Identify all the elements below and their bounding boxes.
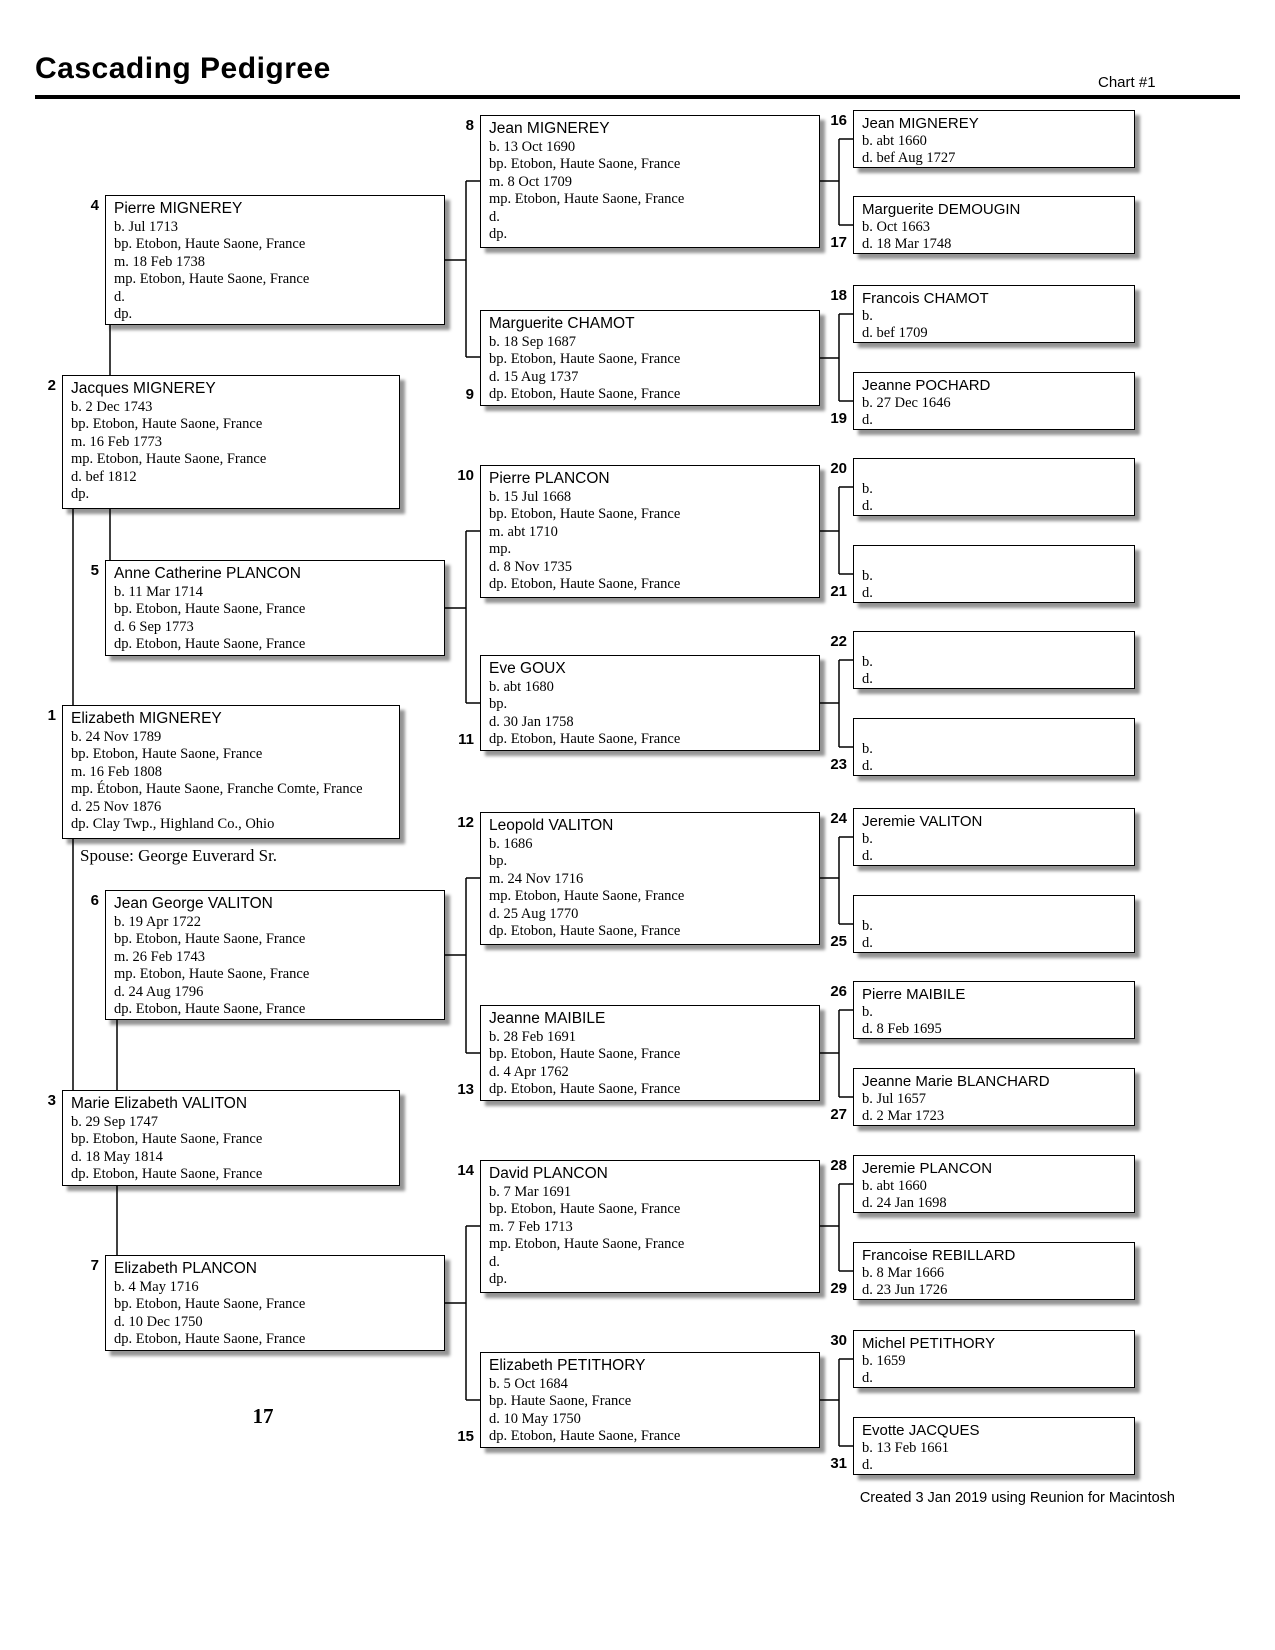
person-name: Jean MIGNEREY [862, 115, 979, 132]
person-detail-line: d. 10 May 1750 [489, 1410, 581, 1427]
person-box-26 [853, 981, 1135, 1039]
person-number: 7 [90, 1257, 99, 1274]
person-detail-line: d. [862, 1457, 873, 1473]
person-detail-line: b. 1686 [489, 836, 533, 852]
person-box-8 [480, 115, 820, 248]
person-detail-line: d. [489, 1253, 500, 1270]
page-title: Cascading Pedigree [35, 52, 331, 85]
person-name: Elizabeth MIGNEREY [71, 710, 222, 727]
person-name: Elizabeth PETITHORY [489, 1357, 646, 1374]
person-detail-line: d. 25 Aug 1770 [489, 905, 579, 922]
person-detail-line: d. 2 Mar 1723 [862, 1108, 945, 1124]
person-box-11 [480, 655, 820, 751]
person-detail-line: bp. Etobon, Haute Saone, France [71, 746, 263, 763]
person-detail-line: bp. Haute Saone, France [489, 1393, 632, 1410]
person-detail-line: m. 18 Feb 1738 [114, 253, 206, 270]
person-details [862, 1265, 1126, 1299]
person-detail-line: b. 15 Jul 1668 [489, 489, 572, 505]
person-number: 6 [90, 892, 99, 909]
person-detail-line: bp. Etobon, Haute Saone, France [114, 236, 306, 253]
person-detail-line: d. [489, 208, 500, 225]
person-detail-line: dp. Etobon, Haute Saone, France [489, 1081, 681, 1098]
person-number: 19 [830, 410, 847, 427]
person-detail-line: dp. Etobon, Haute Saone, France [71, 1166, 263, 1183]
person-box-27 [853, 1068, 1135, 1126]
person-detail-line: b. abt 1680 [489, 679, 554, 695]
person-box-20 [853, 458, 1135, 516]
person-box-5 [105, 560, 445, 656]
person-number: 3 [47, 1092, 56, 1109]
person-details [862, 308, 1126, 342]
person-details [862, 1440, 1126, 1474]
person-number: 24 [830, 810, 847, 827]
person-box-15 [480, 1352, 820, 1448]
person-number: 1 [47, 707, 56, 724]
person-number: 27 [830, 1106, 847, 1123]
footer-credit: Created 3 Jan 2019 using Reunion for Macintosh [859, 1490, 1175, 1506]
person-number: 29 [830, 1280, 847, 1297]
person-details [862, 831, 1126, 865]
person-detail-line: mp. Etobon, Haute Saone, France [489, 191, 685, 208]
person-number: 10 [457, 467, 474, 484]
person-detail-line: dp. [71, 486, 90, 503]
person-detail-line: bp. Etobon, Haute Saone, France [114, 1296, 306, 1313]
person-detail-line: dp. Etobon, Haute Saone, France [114, 1331, 306, 1348]
person-detail-line: mp. Etobon, Haute Saone, France [114, 271, 310, 288]
person-detail-line: b. 27 Dec 1646 [862, 395, 951, 411]
person-detail-line: b. Jul 1713 [114, 219, 179, 235]
person-detail-line: d. [862, 498, 873, 514]
person-number: 20 [830, 460, 847, 477]
person-name: Pierre MAIBILE [862, 986, 966, 1003]
person-detail-line: mp. [489, 541, 512, 558]
person-box-1 [62, 705, 400, 839]
person-detail-line: b. [862, 481, 873, 497]
person-box-24 [853, 808, 1135, 866]
person-name: David PLANCON [489, 1165, 608, 1182]
person-name: Jean MIGNEREY [489, 120, 610, 137]
person-detail-line: dp. Etobon, Haute Saone, France [489, 923, 681, 940]
person-number: 12 [457, 814, 474, 831]
person-number: 23 [830, 756, 847, 773]
person-detail-line: d. 10 Dec 1750 [114, 1313, 203, 1330]
person-detail-line: dp. Etobon, Haute Saone, France [489, 731, 681, 748]
person-detail-line: m. 16 Feb 1808 [71, 763, 163, 780]
person-detail-line: mp. Etobon, Haute Saone, France [489, 1236, 685, 1253]
person-detail-line: b. abt 1660 [862, 133, 927, 149]
person-details [862, 1004, 1126, 1038]
person-detail-line: b. 29 Sep 1747 [71, 1114, 158, 1130]
person-detail-line: mp. Étobon, Haute Saone, Franche Comte, France [71, 781, 363, 798]
person-detail-line: d. bef Aug 1727 [862, 150, 956, 166]
person-name [862, 462, 1126, 481]
person-details [862, 1091, 1126, 1125]
person-detail-line: dp. Etobon, Haute Saone, France [114, 1001, 306, 1018]
person-name: Michel PETITHORY [862, 1335, 996, 1352]
person-name: Jeremie VALITON [862, 813, 983, 830]
person-details [862, 481, 1126, 515]
person-name: Marguerite CHAMOT [489, 315, 635, 332]
person-detail-line: b. [862, 831, 873, 847]
person-name: Jeremie PLANCON [862, 1160, 993, 1177]
person-detail-line: b. 18 Sep 1687 [489, 334, 576, 350]
person-details [71, 1114, 391, 1184]
person-detail-line: d. 15 Aug 1737 [489, 368, 579, 385]
chart-number: Chart #1 [1098, 74, 1156, 91]
person-detail-line: bp. Etobon, Haute Saone, France [489, 156, 681, 173]
person-detail-line: bp. Etobon, Haute Saone, France [489, 1201, 681, 1218]
person-details [489, 1184, 811, 1288]
person-box-3 [62, 1090, 400, 1186]
person-details [489, 836, 811, 940]
person-box-29 [853, 1242, 1135, 1300]
person-number: 11 [458, 731, 474, 748]
person-box-4 [105, 195, 445, 325]
person-box-16 [853, 110, 1135, 168]
person-detail-line: bp. [489, 853, 508, 870]
person-name [862, 549, 1126, 568]
person-name: Pierre MIGNEREY [114, 200, 243, 217]
person-details [489, 679, 811, 749]
person-detail-line: b. [862, 918, 873, 934]
person-detail-line: mp. Etobon, Haute Saone, France [71, 451, 267, 468]
person-number: 21 [830, 583, 847, 600]
person-details [114, 219, 436, 323]
person-detail-line: bp. Etobon, Haute Saone, France [489, 506, 681, 523]
person-box-19 [853, 372, 1135, 430]
person-number: 15 [457, 1428, 474, 1445]
person-detail-line: b. 13 Oct 1690 [489, 139, 576, 155]
person-detail-line: d. 23 Jun 1726 [862, 1282, 948, 1298]
person-name: Eve GOUX [489, 660, 566, 677]
person-box-7 [105, 1255, 445, 1351]
person-box-13 [480, 1005, 820, 1101]
person-name: Jeanne Marie BLANCHARD [862, 1073, 1050, 1090]
person-detail-line: d. [862, 585, 873, 601]
person-detail-line: d. [862, 935, 873, 951]
person-number: 25 [830, 933, 847, 950]
person-details [862, 395, 1126, 429]
person-details [862, 741, 1126, 775]
person-details [862, 1353, 1126, 1387]
person-box-2 [62, 375, 400, 509]
person-name: Jean George VALITON [114, 895, 273, 912]
person-detail-line: dp. Etobon, Haute Saone, France [489, 386, 681, 403]
person-number: 2 [47, 377, 56, 394]
person-detail-line: dp. [489, 226, 508, 243]
person-details [489, 334, 811, 404]
person-detail-line: d. 25 Nov 1876 [71, 798, 162, 815]
person-detail-line: m. abt 1710 [489, 523, 558, 540]
person-detail-line: d. 4 Apr 1762 [489, 1063, 569, 1080]
person-detail-line: bp. [489, 696, 508, 713]
person-detail-line: d. [862, 671, 873, 687]
person-detail-line: b. 19 Apr 1722 [114, 914, 201, 930]
person-detail-line: d. [862, 1370, 873, 1386]
person-box-18 [853, 285, 1135, 343]
person-detail-line: d. 18 May 1814 [71, 1148, 163, 1165]
person-name: Marie Elizabeth VALITON [71, 1095, 248, 1112]
person-detail-line: d. 6 Sep 1773 [114, 618, 194, 635]
person-detail-line: b. 13 Feb 1661 [862, 1440, 949, 1456]
person-detail-line: dp. [114, 306, 133, 323]
person-number: 13 [457, 1081, 474, 1098]
person-details [862, 219, 1126, 253]
person-detail-line: bp. Etobon, Haute Saone, France [71, 416, 263, 433]
person-detail-line: mp. Etobon, Haute Saone, France [489, 888, 685, 905]
person-number: 18 [830, 287, 847, 304]
person-details [489, 1029, 811, 1099]
person-name [862, 722, 1126, 741]
person-name: Elizabeth PLANCON [114, 1260, 258, 1277]
person-box-23 [853, 718, 1135, 776]
person-number: 16 [830, 112, 847, 129]
person-name: Evotte JACQUES [862, 1422, 980, 1439]
person-name: Leopold VALITON [489, 817, 614, 834]
person-details [114, 914, 436, 1018]
person-number: 9 [465, 386, 474, 403]
person-detail-line: m. 7 Feb 1713 [489, 1218, 573, 1235]
person-detail-line: bp. Etobon, Haute Saone, France [114, 601, 306, 618]
person-details [114, 584, 436, 654]
person-detail-line: dp. Clay Twp., Highland Co., Ohio [71, 816, 275, 833]
person-detail-line: b. 1659 [862, 1353, 906, 1369]
person-name: Marguerite DEMOUGIN [862, 201, 1021, 218]
person-box-17 [853, 196, 1135, 254]
person-number: 4 [90, 197, 99, 214]
person-box-10 [480, 465, 820, 598]
person-details [114, 1279, 436, 1349]
person-detail-line: d. [862, 758, 873, 774]
person-name: Jacques MIGNEREY [71, 380, 216, 397]
person-box-12 [480, 812, 820, 945]
person-detail-line: b. 28 Feb 1691 [489, 1029, 576, 1045]
person-details [71, 399, 391, 503]
person-detail-line: b. 7 Mar 1691 [489, 1184, 572, 1200]
person-name: Jeanne MAIBILE [489, 1010, 606, 1027]
person-detail-line: b. 8 Mar 1666 [862, 1265, 945, 1281]
person-detail-line: b. [862, 654, 873, 670]
person-detail-line: d. 24 Aug 1796 [114, 983, 204, 1000]
person-number: 26 [830, 983, 847, 1000]
person-detail-line: b. 4 May 1716 [114, 1279, 199, 1295]
person-detail-line: m. 16 Feb 1773 [71, 433, 163, 450]
person-box-14 [480, 1160, 820, 1293]
person-box-25 [853, 895, 1135, 953]
person-details [862, 654, 1126, 688]
person-number: 17 [830, 234, 847, 251]
person-detail-line: b. Oct 1663 [862, 219, 931, 235]
person-name: Jeanne POCHARD [862, 377, 991, 394]
person-number: 31 [830, 1455, 847, 1472]
person-detail-line: mp. Etobon, Haute Saone, France [114, 966, 310, 983]
person-detail-line: d. 30 Jan 1758 [489, 713, 574, 730]
person-detail-line: d. bef 1812 [71, 468, 137, 485]
person-number: 5 [90, 562, 99, 579]
person-name: Pierre PLANCON [489, 470, 610, 487]
person-detail-line: d. bef 1709 [862, 325, 928, 341]
person-detail-line: dp. Etobon, Haute Saone, France [114, 636, 306, 653]
person-name: Francois CHAMOT [862, 290, 989, 307]
title-rule [35, 95, 1240, 99]
spouse-note: Spouse: George Euverard Sr. [80, 846, 278, 865]
person-detail-line: bp. Etobon, Haute Saone, France [489, 351, 681, 368]
page-number: 17 [252, 1404, 274, 1428]
person-details [489, 139, 811, 243]
person-detail-line: dp. [489, 1271, 508, 1288]
person-details [862, 918, 1126, 952]
person-name: Francoise REBILLARD [862, 1247, 1016, 1264]
person-detail-line: m. 24 Nov 1716 [489, 870, 584, 887]
person-detail-line: bp. Etobon, Haute Saone, France [71, 1131, 263, 1148]
person-detail-line: bp. Etobon, Haute Saone, France [489, 1046, 681, 1063]
person-detail-line: b. [862, 568, 873, 584]
person-box-6 [105, 890, 445, 1020]
person-number: 30 [830, 1332, 847, 1349]
person-detail-line: b. [862, 1004, 873, 1020]
person-details [489, 489, 811, 593]
person-detail-line: d. 8 Feb 1695 [862, 1021, 942, 1037]
person-box-22 [853, 631, 1135, 689]
person-number: 28 [830, 1157, 847, 1174]
person-details [71, 729, 391, 833]
person-detail-line: d. 24 Jan 1698 [862, 1195, 947, 1211]
person-detail-line: b. abt 1660 [862, 1178, 927, 1194]
person-number: 22 [830, 633, 847, 650]
person-detail-line: d. 8 Nov 1735 [489, 558, 572, 575]
person-detail-line: b. 5 Oct 1684 [489, 1376, 568, 1392]
person-details [862, 133, 1126, 167]
person-detail-line: dp. Etobon, Haute Saone, France [489, 576, 681, 593]
person-detail-line: b. [862, 308, 873, 324]
person-detail-line: b. Jul 1657 [862, 1091, 927, 1107]
person-name [862, 899, 1126, 918]
person-box-30 [853, 1330, 1135, 1388]
person-name [862, 635, 1126, 654]
person-detail-line: b. 2 Dec 1743 [71, 399, 153, 415]
person-details [862, 568, 1126, 602]
person-box-9 [480, 310, 820, 406]
person-box-31 [853, 1417, 1135, 1475]
person-detail-line: d. [862, 848, 873, 864]
person-box-21 [853, 545, 1135, 603]
person-detail-line: dp. Etobon, Haute Saone, France [489, 1428, 681, 1445]
person-detail-line: m. 8 Oct 1709 [489, 173, 572, 190]
person-details [862, 1178, 1126, 1212]
person-name: Anne Catherine PLANCON [114, 565, 301, 582]
person-detail-line: d. 18 Mar 1748 [862, 236, 952, 252]
person-detail-line: m. 26 Feb 1743 [114, 948, 206, 965]
person-detail-line: b. [862, 741, 873, 757]
person-detail-line: bp. Etobon, Haute Saone, France [114, 931, 306, 948]
person-number: 14 [457, 1162, 474, 1179]
person-details [489, 1376, 811, 1446]
person-detail-line: b. 11 Mar 1714 [114, 584, 203, 600]
person-box-28 [853, 1155, 1135, 1213]
person-detail-line: b. 24 Nov 1789 [71, 729, 162, 745]
person-detail-line: d. [862, 412, 873, 428]
person-detail-line: d. [114, 288, 125, 305]
person-number: 8 [465, 117, 474, 134]
